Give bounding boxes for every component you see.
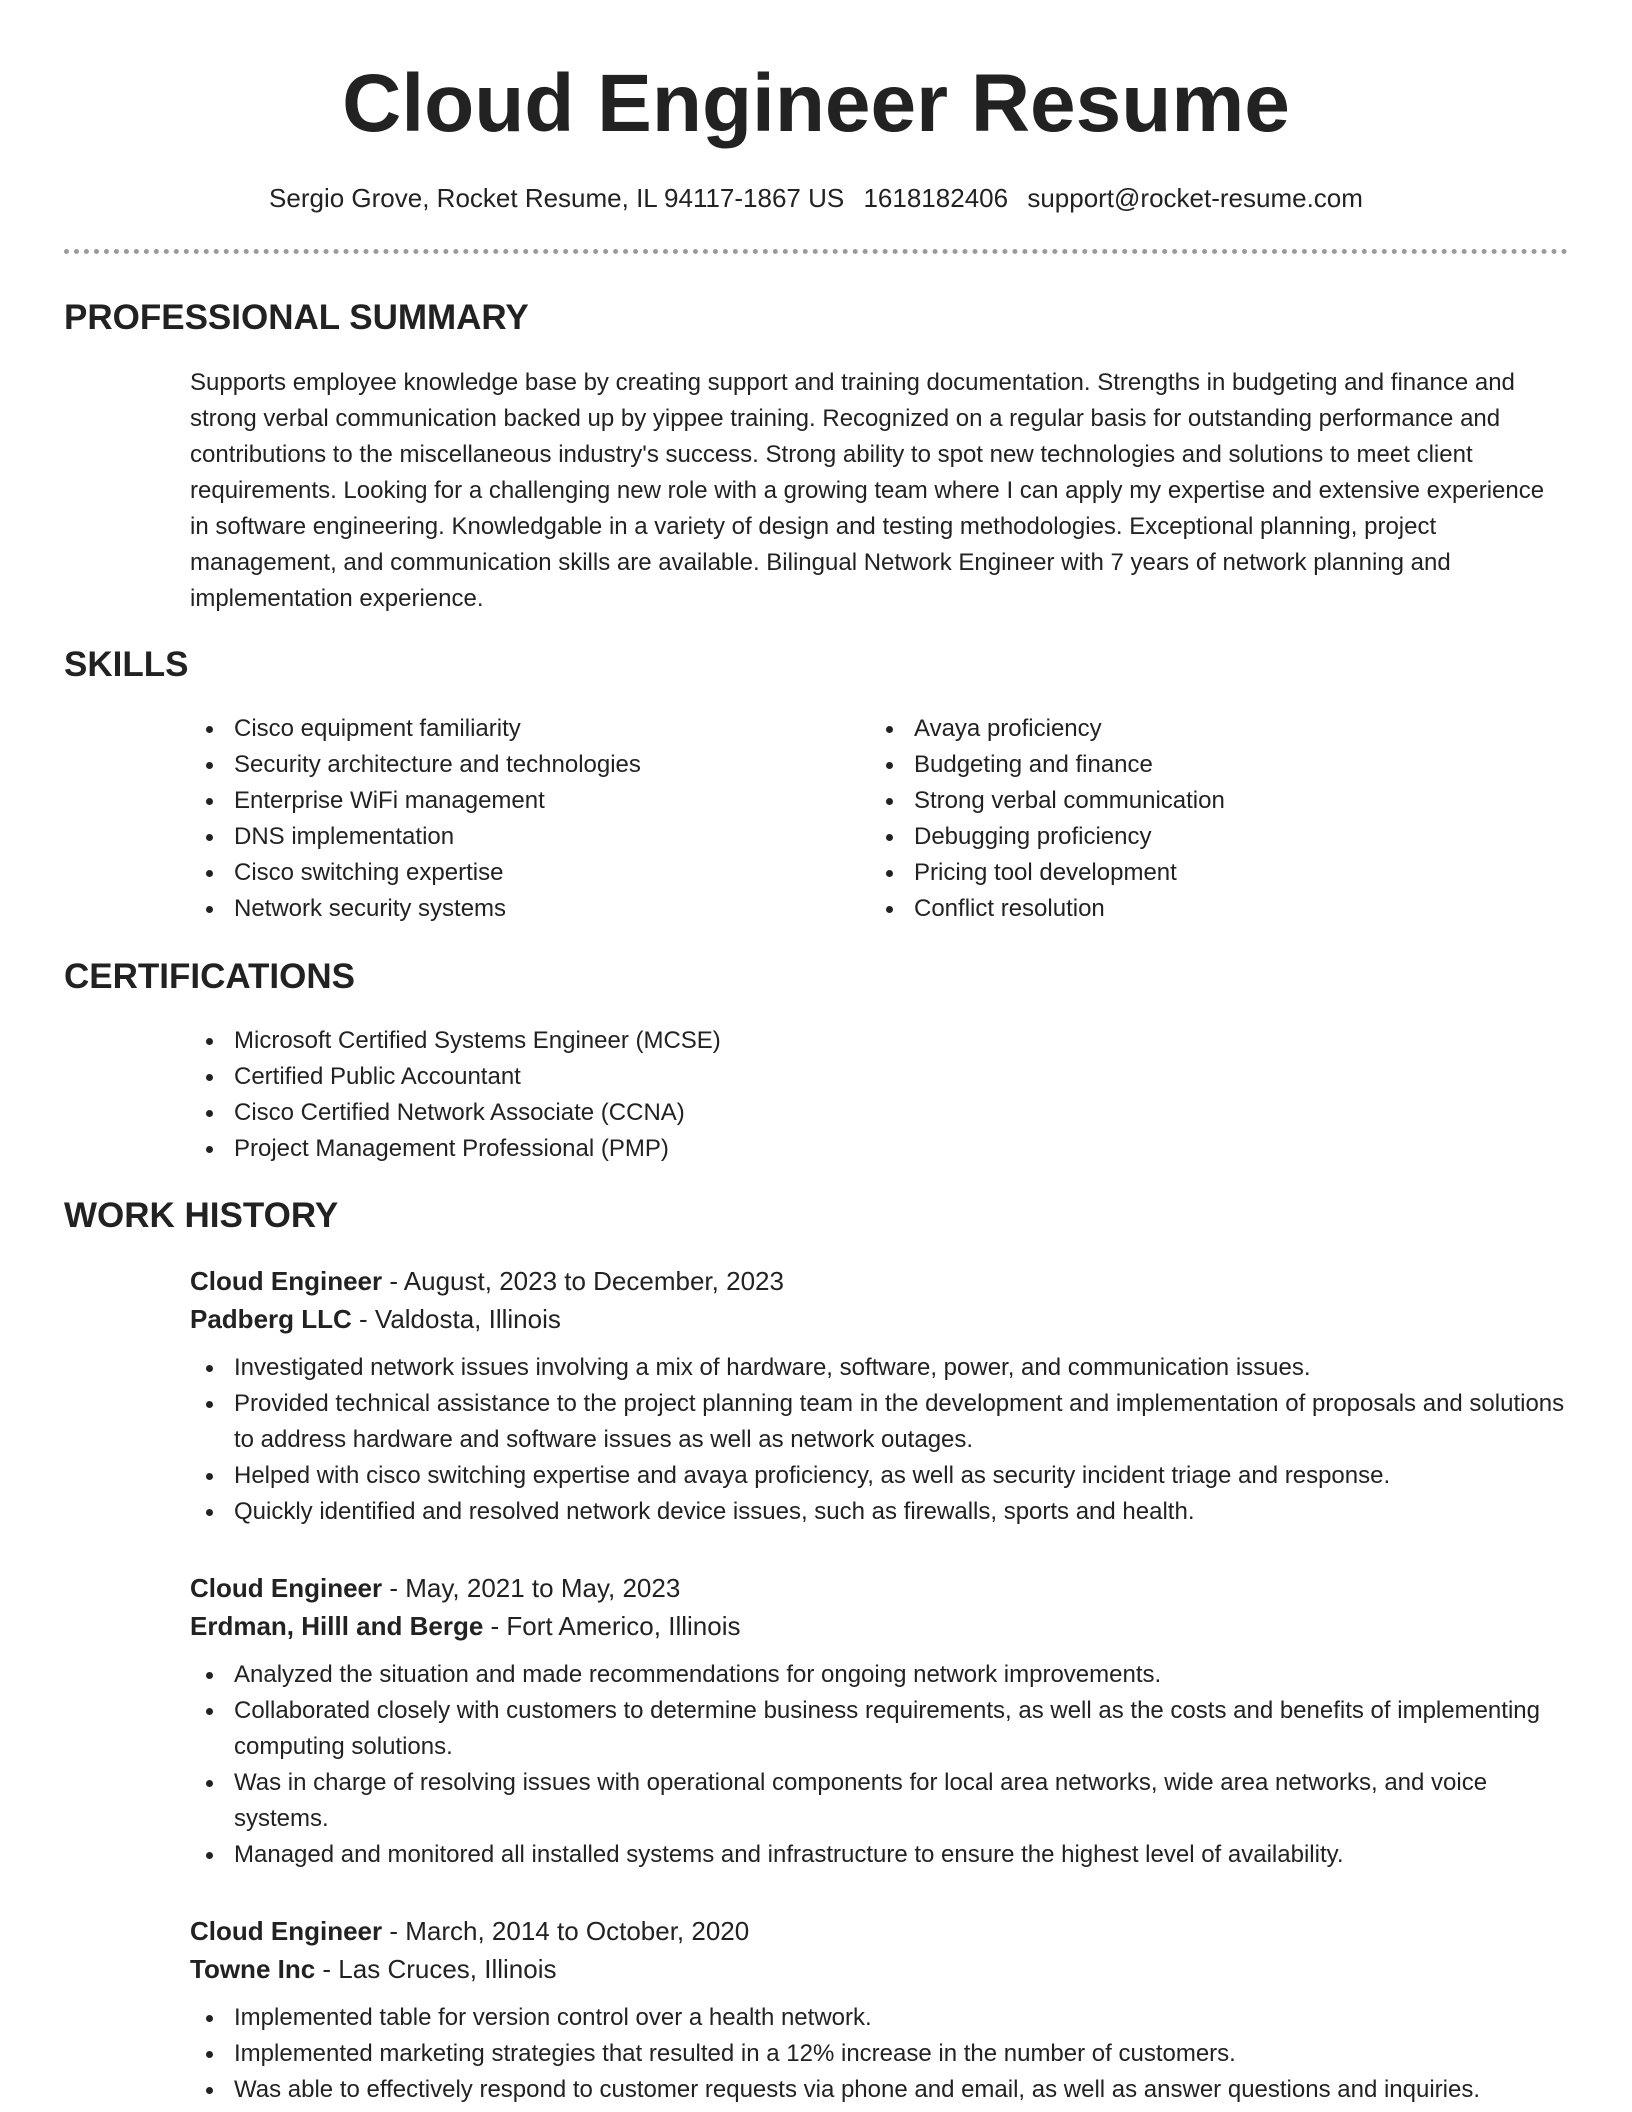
job-location: - Las Cruces, Illinois [315, 1954, 557, 1984]
job-title-line [190, 1262, 1568, 1300]
job-company: Erdman, Hilll and Berge [190, 1611, 484, 1641]
job-bullet: Provided technical assistance to the project planning team in the development and implementation of proposals and solutions to address hardware and software issues as well as network outages. [190, 1386, 1568, 1458]
job-title-line [190, 1912, 1568, 1950]
certification-item: Project Management Professional (PMP) [190, 1131, 1568, 1167]
job-company: Towne Inc [190, 1954, 316, 1984]
skill-item: Network security systems [190, 891, 830, 927]
skills-heading: SKILLS [64, 645, 189, 684]
work-history-heading: WORK HISTORY [64, 1196, 339, 1235]
job-dates: - May, 2021 to May, 2023 [382, 1573, 681, 1603]
skill-item: Budgeting and finance [870, 747, 1510, 783]
header-divider [64, 249, 1568, 254]
job-bullet: Was able to effectively respond to customer requests via phone and email, as well as answer questions and inquiries. [190, 2072, 1568, 2108]
job-entry [190, 1262, 1568, 1530]
job-location: - Valdosta, Illinois [351, 1304, 561, 1334]
skill-item: Pricing tool development [870, 855, 1510, 891]
skill-item: Security architecture and technologies [190, 747, 830, 783]
skill-item: Avaya proficiency [870, 711, 1510, 747]
job-bullet: Investigated network issues involving a mix of hardware, software, power, and communication issues. [190, 1350, 1568, 1386]
job-bullet: Collaborated closely with customers to determine business requirements, as well as the costs and benefits of implementing computing solutions. [190, 1693, 1568, 1765]
job-location: - Fort Americo, Illinois [483, 1611, 741, 1641]
job-dates: - March, 2014 to October, 2020 [382, 1916, 750, 1946]
skills-left-column [190, 711, 830, 927]
job-bullet: Was in charge of resolving issues with operational components for local area networks, wide area networks, and voice systems. [190, 1765, 1568, 1837]
job-bullet: Helped with cisco switching expertise and avaya proficiency, as well as security incident triage and response. [190, 1458, 1568, 1494]
skill-item: Enterprise WiFi management [190, 783, 830, 819]
job-company-line [190, 1300, 1568, 1338]
certifications-heading: CERTIFICATIONS [64, 957, 356, 996]
skill-item: DNS implementation [190, 819, 830, 855]
certifications-list [190, 1023, 1568, 1167]
job-title: Cloud Engineer [190, 1266, 383, 1296]
job-company-line [190, 1950, 1568, 1988]
job-dates: - August, 2023 to December, 2023 [382, 1266, 784, 1296]
job-bullet: Implemented table for version control over a health network. [190, 2000, 1568, 2036]
job-company-line [190, 1607, 1568, 1645]
job-company: Padberg LLC [190, 1304, 352, 1334]
certification-item: Cisco Certified Network Associate (CCNA) [190, 1095, 1568, 1131]
certification-item: Certified Public Accountant [190, 1059, 1568, 1095]
skills-right-column [870, 711, 1510, 927]
job-bullet: Managed and monitored all installed systems and infrastructure to ensure the highest level of availability. [190, 1837, 1568, 1873]
skill-item: Debugging proficiency [870, 819, 1510, 855]
job-title: Cloud Engineer [190, 1573, 383, 1603]
resume-title: Cloud Engineer Resume [342, 58, 1290, 149]
contact-email: support@rocket-resume.com [1027, 183, 1363, 213]
skill-item: Cisco switching expertise [190, 855, 830, 891]
contact-phone: 1618182406 [863, 183, 1009, 213]
job-bullet: Implemented marketing strategies that resulted in a 12% increase in the number of customers. [190, 2036, 1568, 2072]
job-title: Cloud Engineer [190, 1916, 383, 1946]
summary-heading: PROFESSIONAL SUMMARY [64, 298, 529, 337]
skill-item: Strong verbal communication [870, 783, 1510, 819]
summary-text: Supports employee knowledge base by creating support and training documentation. Strengths in budgeting and finance and strong verbal communication backed up by yippee training. Recognized on a regular basis for outstanding performance and contributions to the miscellaneous industry's success. Strong ability to spot new technologies and solutions to meet client requirements. Looking for a challenging new role with a growing team where I can apply my expertise and extensive experience in software engineering. Knowledgable in a variety of design and testing methodologies. Exceptional planning, project management, and communication skills are available. Bilingual Network Engineer with 7 years of network planning and implementation experience. [190, 369, 1545, 612]
skill-item: Conflict resolution [870, 891, 1510, 927]
job-bullet: Analyzed the situation and made recommendations for ongoing network improvements. [190, 1657, 1568, 1693]
job-entry [190, 1569, 1568, 1873]
skill-item: Cisco equipment familiarity [190, 711, 830, 747]
job-entry [190, 1912, 1568, 2108]
contact-line [64, 180, 1568, 216]
contact-address: Sergio Grove, Rocket Resume, IL 94117-1867 US [269, 183, 845, 213]
job-title-line [190, 1569, 1568, 1607]
job-bullet: Quickly identified and resolved network device issues, such as firewalls, sports and health. [190, 1494, 1568, 1530]
certification-item: Microsoft Certified Systems Engineer (MCSE) [190, 1023, 1568, 1059]
